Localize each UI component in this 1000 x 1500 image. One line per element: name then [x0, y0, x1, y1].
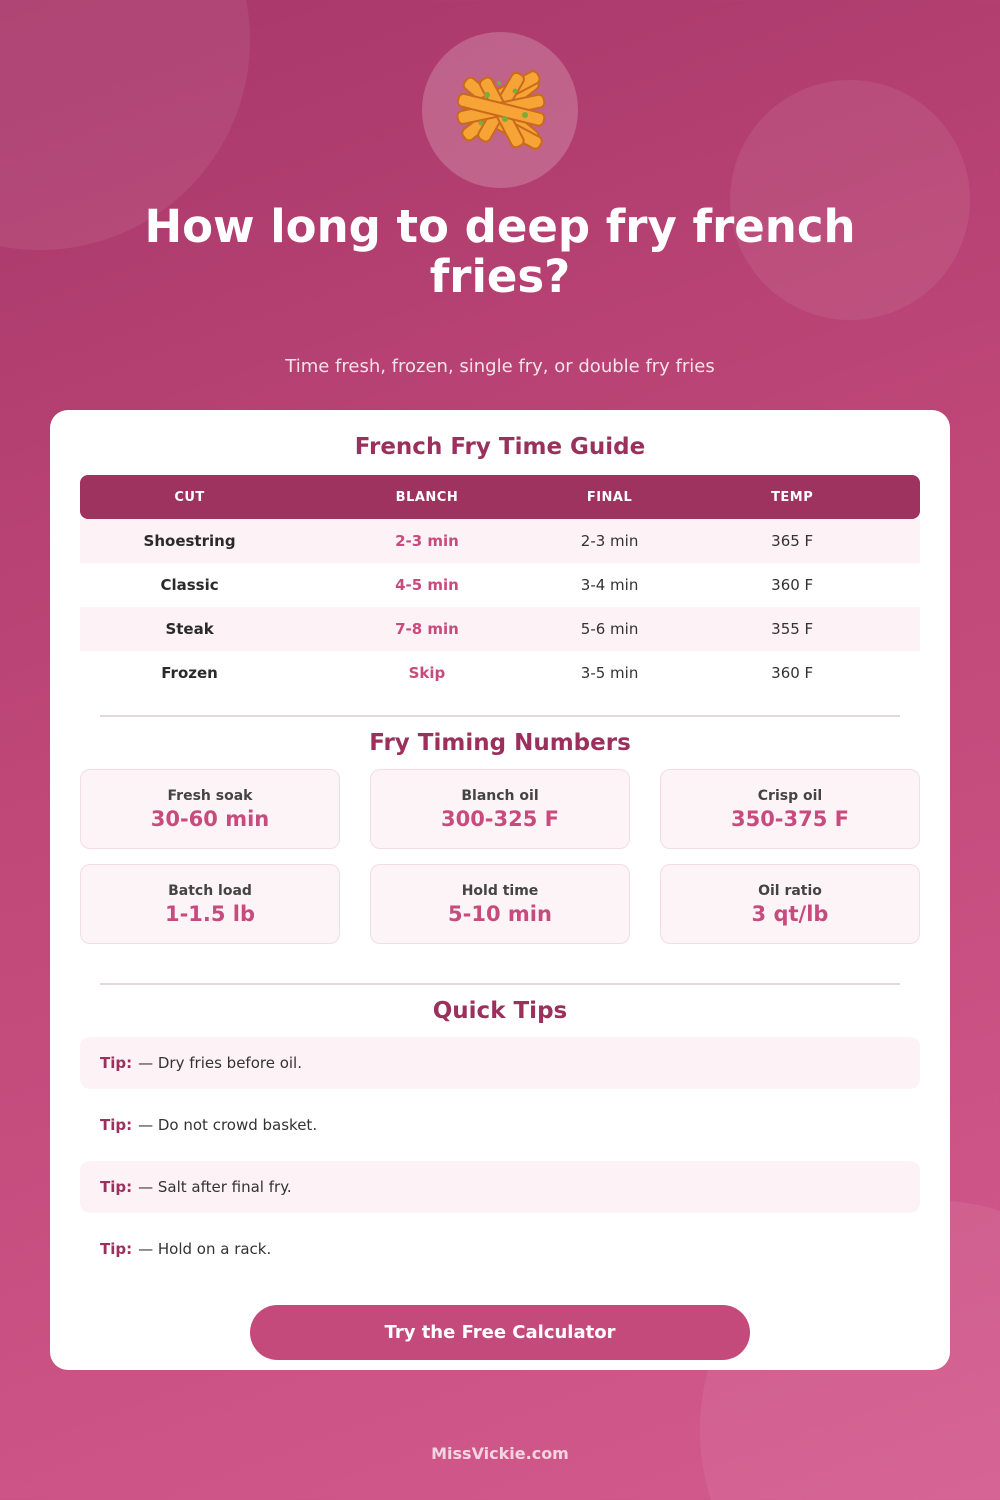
tip-prefix: Tip: — [100, 1240, 133, 1258]
header-final: FINAL — [586, 489, 633, 505]
stat-card — [660, 769, 920, 849]
cell-cut: Steak — [165, 620, 214, 638]
cell-final: 3-4 min — [580, 576, 639, 594]
stat-card — [370, 769, 630, 849]
content-card — [50, 410, 950, 1370]
stat-card — [80, 769, 340, 849]
cell-blanch: 4-5 min — [395, 576, 459, 594]
cell-temp: 355 F — [771, 620, 814, 638]
header-cut: CUT — [174, 489, 205, 505]
stat-label: Fresh soak — [167, 788, 253, 804]
stat-value: 350-375 F — [730, 807, 850, 831]
cell-final: 5-6 min — [580, 620, 639, 638]
section-divider — [100, 983, 900, 985]
stat-label: Hold time — [461, 883, 539, 899]
stat-card — [660, 864, 920, 944]
header-blanch: BLANCH — [395, 489, 459, 505]
cell-temp: 360 F — [771, 664, 814, 682]
stat-card — [80, 864, 340, 944]
calculator-button[interactable]: Try the Free Calculator — [250, 1305, 750, 1360]
footer-brand: MissVickie.com — [431, 1444, 569, 1463]
stat-label: Oil ratio — [758, 883, 822, 899]
table-row — [80, 563, 920, 607]
timing-title: Fry Timing Numbers — [369, 730, 631, 756]
table-row — [80, 519, 920, 563]
table-row — [80, 651, 920, 695]
stat-label: Blanch oil — [461, 788, 539, 804]
tip-text: — Hold on a rack. — [138, 1240, 272, 1258]
stat-value: 30-60 min — [150, 807, 270, 831]
cell-blanch: 7-8 min — [395, 620, 459, 638]
tip-prefix: Tip: — [100, 1178, 133, 1196]
tip-text: — Dry fries before oil. — [138, 1054, 302, 1072]
tip-text: — Salt after final fry. — [138, 1178, 292, 1196]
section-divider — [100, 715, 900, 717]
cell-final: 2-3 min — [580, 532, 639, 550]
cell-blanch: 2-3 min — [395, 532, 459, 550]
stat-label: Crisp oil — [757, 788, 823, 804]
guide-title: French Fry Time Guide — [354, 434, 646, 460]
tip-item — [80, 1099, 920, 1151]
stat-value: 5-10 min — [448, 902, 552, 926]
tip-item — [80, 1223, 920, 1275]
tip-item — [80, 1161, 920, 1213]
tip-item — [80, 1037, 920, 1089]
stat-card — [370, 864, 630, 944]
stat-value: 1-1.5 lb — [164, 902, 256, 926]
stat-value: 300-325 F — [440, 807, 560, 831]
page-subtitle: Time fresh, frozen, single fry, or double fry fries — [285, 356, 715, 377]
header-temp: TEMP — [771, 489, 814, 505]
cell-final: 3-5 min — [580, 664, 639, 682]
tip-prefix: Tip: — [100, 1054, 133, 1072]
cell-blanch: Skip — [408, 664, 446, 682]
cell-cut: Shoestring — [143, 532, 236, 550]
stat-value: 3 qt/lb — [751, 902, 829, 926]
french-fries-icon — [422, 32, 578, 188]
cell-cut: Classic — [160, 576, 219, 594]
fry-time-table — [80, 475, 920, 695]
cell-temp: 365 F — [771, 532, 814, 550]
page-title: How long to deep fry french fries? — [144, 200, 856, 303]
table-row — [80, 607, 920, 651]
tip-text: — Do not crowd basket. — [138, 1116, 318, 1134]
tips-title: Quick Tips — [432, 998, 568, 1024]
stat-label: Batch load — [168, 883, 252, 899]
table-header — [80, 475, 920, 519]
cell-temp: 360 F — [771, 576, 814, 594]
cell-cut: Frozen — [161, 664, 218, 682]
tip-prefix: Tip: — [100, 1116, 133, 1134]
